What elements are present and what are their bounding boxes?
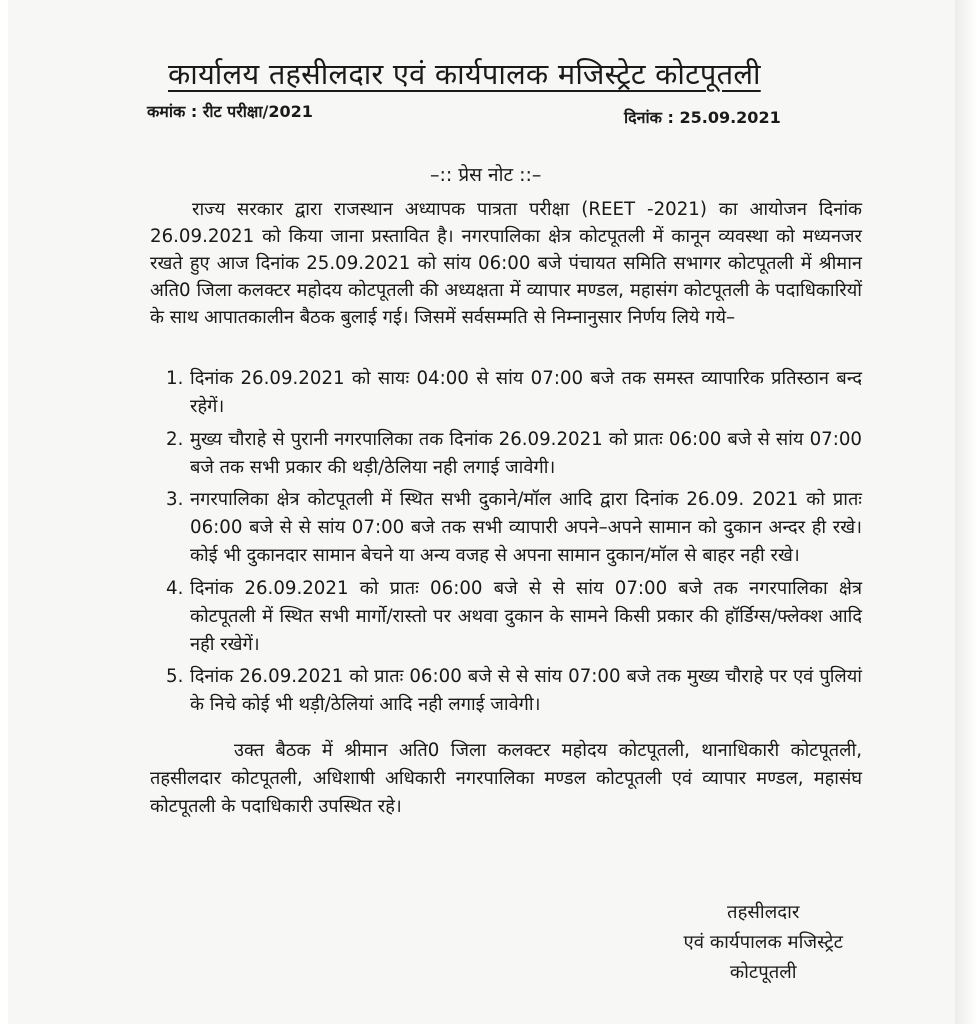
decision-item xyxy=(160,365,862,421)
decision-text: दिनांक 26.09.2021 को सायः 04:00 से सांय 07:00 बजे तक समस्त व्यापारिक प्रतिस्ठान बन्द रहेगें। xyxy=(190,368,862,417)
decision-item xyxy=(160,486,862,570)
decision-text: दिनांक 26.09.2021 को प्रातः 06:00 बजे से से सांय 07:00 बजे तक मुख्य चौराहे पर एवं पुलियां के निचे कोई भी थड़ी/ठेलियां आदि नही लगाई जावेगी। xyxy=(190,666,862,715)
signatory-designation-2: एवं कार्यपालक मजिस्ट्रेट xyxy=(683,932,843,953)
decision-text: मुख्य चौराहे से पुरानी नगरपालिका तक दिनांक 26.09.2021 को प्रातः 06:00 बजे से सांय 07:00 बजे तक सभी प्रकार की थड़ी/ठेलिया नही लगाई जावेगी। xyxy=(190,428,862,478)
press-note-heading: –:: प्रेस नोट ::– xyxy=(430,164,542,186)
letter-date: दिनांक : 25.09.2021 xyxy=(624,108,781,127)
signatory-location: कोटपूतली xyxy=(729,962,797,983)
decision-number: 1. xyxy=(166,368,184,389)
office-title: कार्यालय तहसीलदार एवं कार्यपालक मजिस्ट्रेट कोटपूतली xyxy=(168,57,761,91)
decision-number: 5. xyxy=(166,666,184,687)
reference-number: कमांक : रीट परीक्षा/2021 xyxy=(147,102,313,121)
scan-margin-left xyxy=(0,0,8,1024)
decision-item xyxy=(160,426,862,482)
decision-number: 3. xyxy=(166,489,184,510)
decision-number: 2. xyxy=(166,428,184,450)
decision-item xyxy=(160,575,862,659)
closing-paragraph: उक्त बैठक में श्रीमान अति0 जिला कलक्टर महोदय कोटपूतली, थानाधिकारी कोटपूतली, तहसीलदार कोटपूतली, अधिशाषी अधिकारी नगरपालिका मण्डल कोटपूतली एवं व्यापार मण्डल, महासंघ कोटपूतली के पदाधिकारी उपस्थित रहे। xyxy=(150,740,862,817)
decision-number: 4. xyxy=(166,577,184,599)
decision-item xyxy=(160,663,862,719)
scan-margin-right xyxy=(955,0,977,1024)
signatory-designation: तहसीलदार xyxy=(727,902,800,923)
decision-list xyxy=(160,365,862,724)
decision-text: दिनांक 26.09.2021 को प्रातः 06:00 बजे से से सांय 07:00 बजे तक नगरपालिका क्षेत्र कोटपूतली में स्थित सभी मार्गो/रास्तो पर अथवा दुकान के सामने किसी प्रकार की हॉर्डिग्स/फ्लेक्श आदि नही रखेगें। xyxy=(190,577,862,655)
decision-text: नगरपालिका क्षेत्र कोटपूतली में स्थित सभी दुकाने/मॉल आदि द्वारा दिनांक 26.09. 2021 को प्रातः 06:00 बजे से से सांय 07:00 बजे तक सभी व्यापारी अपने–अपने सामान को दुकान अन्दर ही रखे। कोई भी दुकानदार सामान बेचने या अन्य वजह से अपना सामान दुकान/मॉल से बाहर नही रखे। xyxy=(190,489,862,566)
signature-block xyxy=(684,898,844,988)
intro-paragraph: राज्य सरकार द्वारा राजस्थान अध्यापक पात्रता परीक्षा (REET -2021) का आयोजन दिनांक 26.09.2021 को किया जाना प्रस्तावित है। नगरपालिका क्षेत्र कोटपूतली में कानून व्यवस्था को मध्यनजर रखते हुए आज दिनांक 25.09.2021 को सांय 06:00 बजे पंचायत समिति सभागर कोटपूतली में श्रीमान अति0 जिला कलक्टर महोदय कोटपूतली की अध्यक्षता में व्यापार मण्डल, महासंग कोटपूतली के पदाधिकारियों के साथ आपातकालीन बैठक बुलाई गई। जिसमें सर्वसम्मति से निम्नानुसार निर्णय लिये गये– xyxy=(150,199,862,328)
